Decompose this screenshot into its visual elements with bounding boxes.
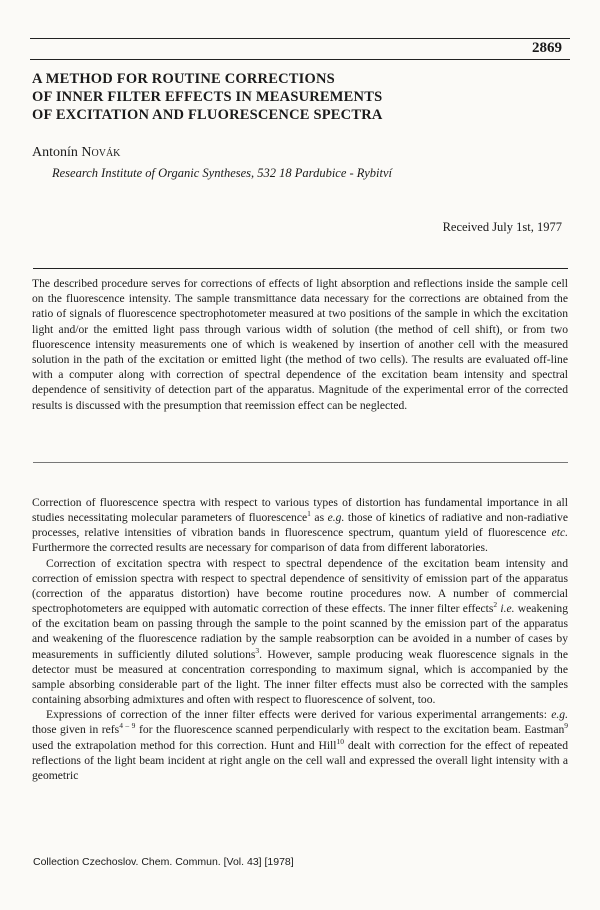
journal-footer: Collection Czechoslov. Chem. Commun. [Vol. 43] [1978] [33,856,294,868]
header-rule-lower [30,59,570,60]
author-first-name: Antonín [32,145,78,160]
citation: 1 [307,509,311,519]
title-line: OF INNER FILTER EFFECTS IN MEASUREMENTS [32,89,383,105]
citation: 4 – 9 [119,721,136,731]
body-paragraph: Correction of fluorescence spectra with respect to various types of distortion has fundamental importance in all studies necessitating molecular parameters of fluorescence$^1$ as e.g. those of kinetics of radiative and non-radiative processes, relative intensities of vibration bands in fluorescence spectrum, quantum yield of fluorescence etc. Furthermore the corrected results are necessary for comparison of data from different laboratories. [32,496,568,555]
citation: 2 [493,600,498,610]
abstract: The described procedure serves for corrections of effects of light absorption and reflections inside the sample cell on the fluorescence intensity. The sample transmittance data necessary for the corrections are obtained from the ratio of signals of fluorescence spectrophotometer measured at two positions of the sample in which the excitation light and/or the emitted light pass through various width of solution (the method of cell shift), or from two fluorescence intensity measurements one of which is weakened by insertion of another cell with the measured solution in the path of the excitation or emitted light (the method of two cells). The results are evaluated off-line with a computer along with correction of spectral dependence of the excitation beam intensity and spectral dependence of sensitivity of detection part of the apparatus. Magnitude of the experimental error of the corrected results is discussed with the presumption that reemission effect can be neglected. [32,277,568,412]
page-number: 2869 [532,40,562,56]
body-paragraph: Correction of excitation spectra with respect to spectral dependence of the excitation beam intensity and correction of emission spectra with respect to spectral dependence of sensitivity of emission part of the apparatus (correction of the apparatus distortion) have become routine procedures now. A number of commercial spectrophotometers are equipped with automatic correction of these effects. The inner filter effects$^2$ i.e. weakening of the excitation beam on passing through the sample to the point scanned by the emission part of the apparatus and weakening of the fluorescence radiation by the sample reabsorption can be avoided in a number of cases by measurements in sufficiently diluted solutions$^3$. However, sample producing weak fluorescence signals in the detector must be measured at concentration corresponding to maximum signal, which is accompanied by the sample absorbing considerable part of the light. The inner filter effects must also be corrected with the samples containing absorbing admixtures and often with respect to fluorescence of solvent, too. [32,556,569,707]
article-title [32,70,452,124]
citation: 9 [564,721,569,731]
article-body [32,495,568,783]
abstract-top-rule [33,268,568,269]
abstract-bottom-rule [33,462,568,463]
title-line: OF EXCITATION AND FLUORESCENCE SPECTRA [32,107,383,123]
author-last-name: Novák [81,145,121,160]
received-date: Received July 1st, 1977 [442,220,562,234]
citation: 3 [255,645,260,655]
header-rule [30,38,570,39]
title-line: A METHOD FOR ROUTINE CORRECTIONS [32,71,335,87]
author-name [32,145,120,161]
citation: 10 [336,736,344,746]
body-paragraph: Expressions of correction of the inner filter effects were derived for various experimental arrangements: e.g. those given in refs$^{4 - 9}$ for the fluorescence scanned perpendicularly with respect to the excitation beam. Eastman$^9$ used the extrapolation method for this correction. Hunt and Hill$^{10}$ dealt with correction for the effect of repeated reflections of the light beam incident at right angle on the cell wall and expressed the overall light intensity with a geometric [32,708,569,782]
author-affiliation: Research Institute of Organic Syntheses, 532 18 Pardubice - Rybitví [52,166,392,180]
